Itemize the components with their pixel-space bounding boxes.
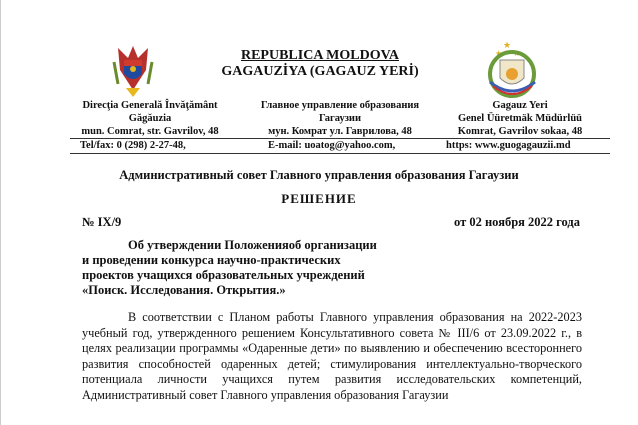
address-ru: мун. Комрат ул. Гаврилова, 48 <box>268 126 412 137</box>
letterhead-left <box>70 99 230 138</box>
address-gag: Komrat, Gavrilov sokaa, 48 <box>457 126 583 137</box>
svg-text:★: ★ <box>495 49 503 58</box>
decision-date: от 02 ноября 2022 года <box>454 215 580 229</box>
country-name: REPUBLICA MOLDOVA <box>240 48 400 63</box>
svg-text:★: ★ <box>513 49 521 58</box>
document-type: РЕШЕНИЕ <box>281 191 357 206</box>
svg-text:★: ★ <box>503 40 512 50</box>
org-region-ro: Găgăuzia <box>128 113 172 124</box>
org-name-ru: Главное управление образования <box>260 100 420 111</box>
subject-line: «Поиск. Исследования. Открытия.» <box>82 283 286 297</box>
email[interactable]: E-mail: uoatog@yahoo.com, <box>268 140 396 151</box>
council-heading: Административный совет Главного управления образования Гагаузии <box>119 168 519 182</box>
body-paragraph: В соответствии с Планом работы Главного управления образования на 2022-2023 учебный год, утвержденного решением Консультативного совета № III/6 от 23.09.2022 г., в целях реализации программы «Одаренные дети» по выявлению и обеспечению всестороннего развития способностей одаренных детей; стимулирования интеллектуально-творческого потенциала личности учащихся путем развития исследовательских компетенций, Административный совет Главного управления образования Гагаузии <box>82 310 582 402</box>
decision-subject <box>82 238 377 298</box>
divider <box>70 153 610 154</box>
subject-line: и проведении конкурса научно-практических <box>82 253 341 267</box>
tel-fax: Tel/fax: 0 (298) 2-27-48, <box>80 140 186 151</box>
divider <box>70 138 610 139</box>
gagauzia-coat-of-arms-icon <box>485 38 540 100</box>
org-name-ro: Direcţia Generală Învăţământ <box>82 100 218 111</box>
subject-line: проектов учащихся образовательных учреждений <box>82 268 365 282</box>
letterhead-center <box>250 99 430 138</box>
letterhead-title <box>200 48 440 80</box>
org-name-gag: Genel Üüretmäk Müdürlüü <box>457 113 583 124</box>
moldova-coat-of-arms-icon <box>108 40 158 98</box>
website[interactable]: https: www.guogagauzii.md <box>446 140 571 151</box>
region-name: GAGAUZİYA (GAGAUZ YERİ) <box>221 64 419 79</box>
address-ro: mun. Comrat, str. Gavrilov, 48 <box>81 126 219 137</box>
org-region-gag: Gagauz Yeri <box>492 100 548 111</box>
decision-number: № IX/9 <box>82 215 122 229</box>
subject-line: Об утверждении Положенияоб организации <box>128 238 377 252</box>
org-region-ru: Гагаузии <box>318 113 362 124</box>
letterhead-right <box>440 99 600 138</box>
page-edge <box>0 0 1 425</box>
